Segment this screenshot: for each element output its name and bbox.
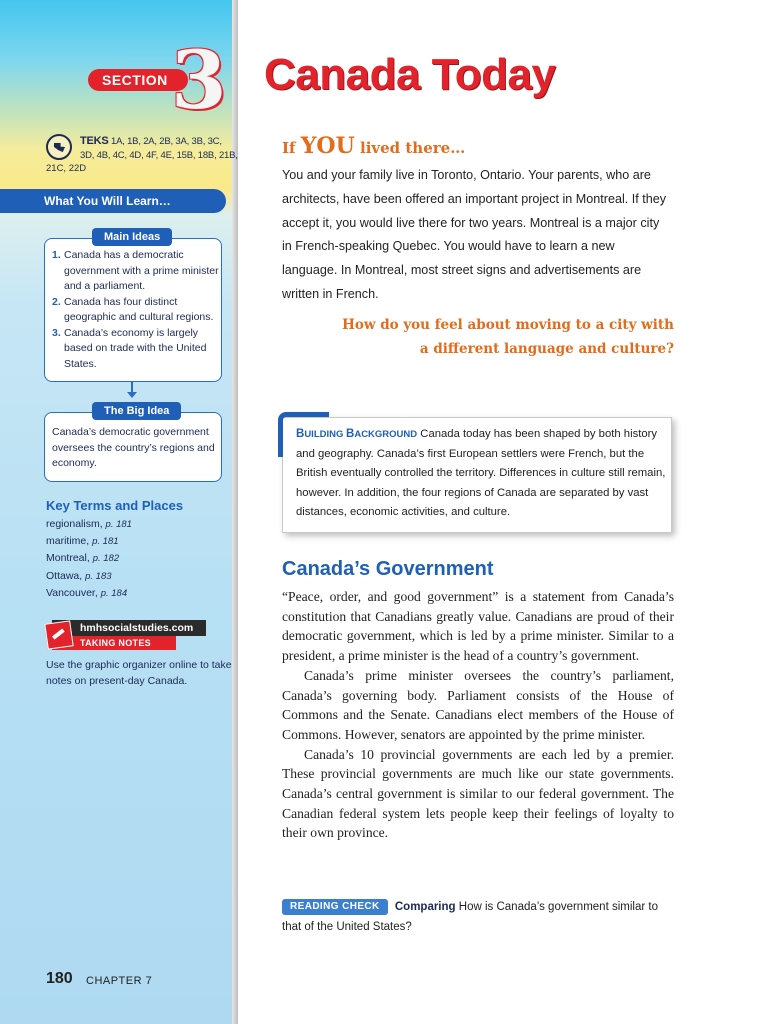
chapter-label: CHAPTER 7 (86, 975, 153, 987)
main-idea-number: 1. (52, 249, 61, 261)
if-you-post: lived there… (360, 139, 466, 157)
body-text (282, 587, 674, 843)
main-idea-item (52, 248, 220, 295)
page-title: Canada Today (264, 50, 556, 99)
arrow-down-icon (127, 392, 137, 398)
paragraph: Canada’s 10 provincial governments are each led by a premier. These provincial governments are much like our state governments. Canada’s central government is similar to our federal government. The Canadian federal system lets people keep their feelings of loyalty to their own province. (282, 746, 674, 841)
big-idea-text: Canada’s democratic government oversees the country’s regions and economy. (52, 426, 215, 469)
bb-letter2: B (346, 428, 355, 440)
key-terms-title: Key Terms and Places (46, 498, 184, 513)
if-you-lived-there-heading (282, 133, 465, 159)
teks-codes-line1: 1A, 1B, 2A, 2B, 3A, 3B, 3C, (111, 136, 222, 147)
main-idea-number: 2. (52, 295, 61, 308)
reading-check-question: How is Canada’s government similar to that of the United States? (282, 901, 658, 933)
key-term: maritime, (46, 535, 90, 548)
paragraph: Canada’s prime minister oversees the country’s parliament, Canada’s governing body. Parliament consists of the House of Commons and the Senate. Canadians elect members of the House of Commons. However, senators are appointed by the prime minister. (282, 667, 674, 742)
key-term-page: p. 181 (92, 536, 119, 548)
page-number: 180 (46, 970, 73, 987)
teks-codes-line3: 21C, 22D (46, 163, 87, 174)
key-term: Montreal, (46, 552, 90, 565)
main-idea-number: 3. (52, 326, 61, 339)
if-you-big: YOU (300, 133, 355, 159)
main-idea-text: Canada has four distinct geographic and cultural regions. (64, 295, 214, 323)
taking-notes-label: TAKING NOTES (52, 636, 176, 650)
main-idea-text: Canada has a democratic government with a prime minister and a parliament. (64, 249, 219, 292)
section-heading: Canada’s Government (282, 558, 494, 580)
key-term: Ottawa, (46, 569, 83, 582)
question-line2: a different language and culture? (419, 341, 674, 357)
key-term-item (46, 550, 132, 567)
taking-notes-site[interactable]: hmhsocialstudies.com (52, 620, 206, 636)
main-idea-item (52, 326, 220, 373)
bb-rest2: ACKGROUND (354, 429, 418, 440)
building-background-text (296, 425, 666, 523)
paragraph: “Peace, order, and good government” is a statement from Canada’s constitution that Canadians greatly value. Canadians are proud of their democratic government, which is led by a prime minister. Similar to a president, a prime minister is the head of a country’s government. (282, 589, 674, 664)
section-label: SECTION (88, 69, 188, 91)
big-idea-title: The Big Idea (92, 402, 181, 420)
scenario-question (300, 313, 674, 361)
key-term-page: p. 183 (85, 570, 112, 582)
key-term: Vancouver, (46, 586, 98, 599)
key-term-page: p. 182 (92, 553, 120, 565)
main-idea-text: Canada’s economy is largely based on trade with the United States. (64, 326, 207, 370)
taking-notes-banner[interactable] (46, 620, 206, 652)
key-term-item (46, 585, 132, 602)
bb-rest: UILDING (304, 429, 347, 440)
what-you-will-learn-bar: What You Will Learn… (0, 189, 226, 213)
taking-notes-text: Use the graphic organizer online to take notes on present-day Canada. (46, 659, 232, 687)
key-term-page: p. 181 (105, 519, 132, 530)
intro-paragraph: You and your family live in Toronto, Ontario. Your parents, who are architects, have been offered an important project in Montreal. If they accept it, you would live there for two years. Montreal is a major city in French-speaking Quebec. You would have to learn a new language. In Montreal, most street signs and advertisements are written in French. (282, 168, 667, 301)
teks-label: TEKS (80, 135, 109, 147)
key-term-item (46, 533, 132, 550)
texas-icon (46, 134, 72, 160)
section-number: 3 (171, 33, 227, 127)
main-idea-item (52, 295, 220, 326)
building-background-body: Canada today has been shaped by both history and geography. Canada’s first European settlers were French, but the British eventually controlled the territory. Differences in culture still remain, however. In addition, the four regions of Canada are separated by vast distances, economic activities, and culture. (296, 428, 666, 518)
main-ideas-list (52, 248, 220, 372)
teks-codes (80, 134, 240, 163)
main-ideas-title: Main Ideas (92, 228, 172, 246)
reading-check-badge: READING CHECK (282, 899, 388, 915)
key-term-item (46, 568, 132, 585)
reading-check (282, 898, 674, 937)
key-term-page: p. 184 (100, 587, 128, 599)
if-you-pre: If (282, 139, 296, 157)
teks-codes-line2: 3D, 4B, 4C, 4D, 4F, 4E, 15B, 18B, 21B, (80, 150, 238, 161)
key-term-item (46, 516, 132, 533)
question-line1: How do you feel about moving to a city with (342, 317, 674, 333)
bb-letter: B (296, 428, 305, 440)
key-term: regionalism, (46, 518, 103, 530)
key-terms-list (46, 516, 132, 602)
reading-check-skill: Comparing (394, 901, 456, 913)
building-background-label (296, 428, 417, 440)
pencil-icon (44, 620, 73, 649)
